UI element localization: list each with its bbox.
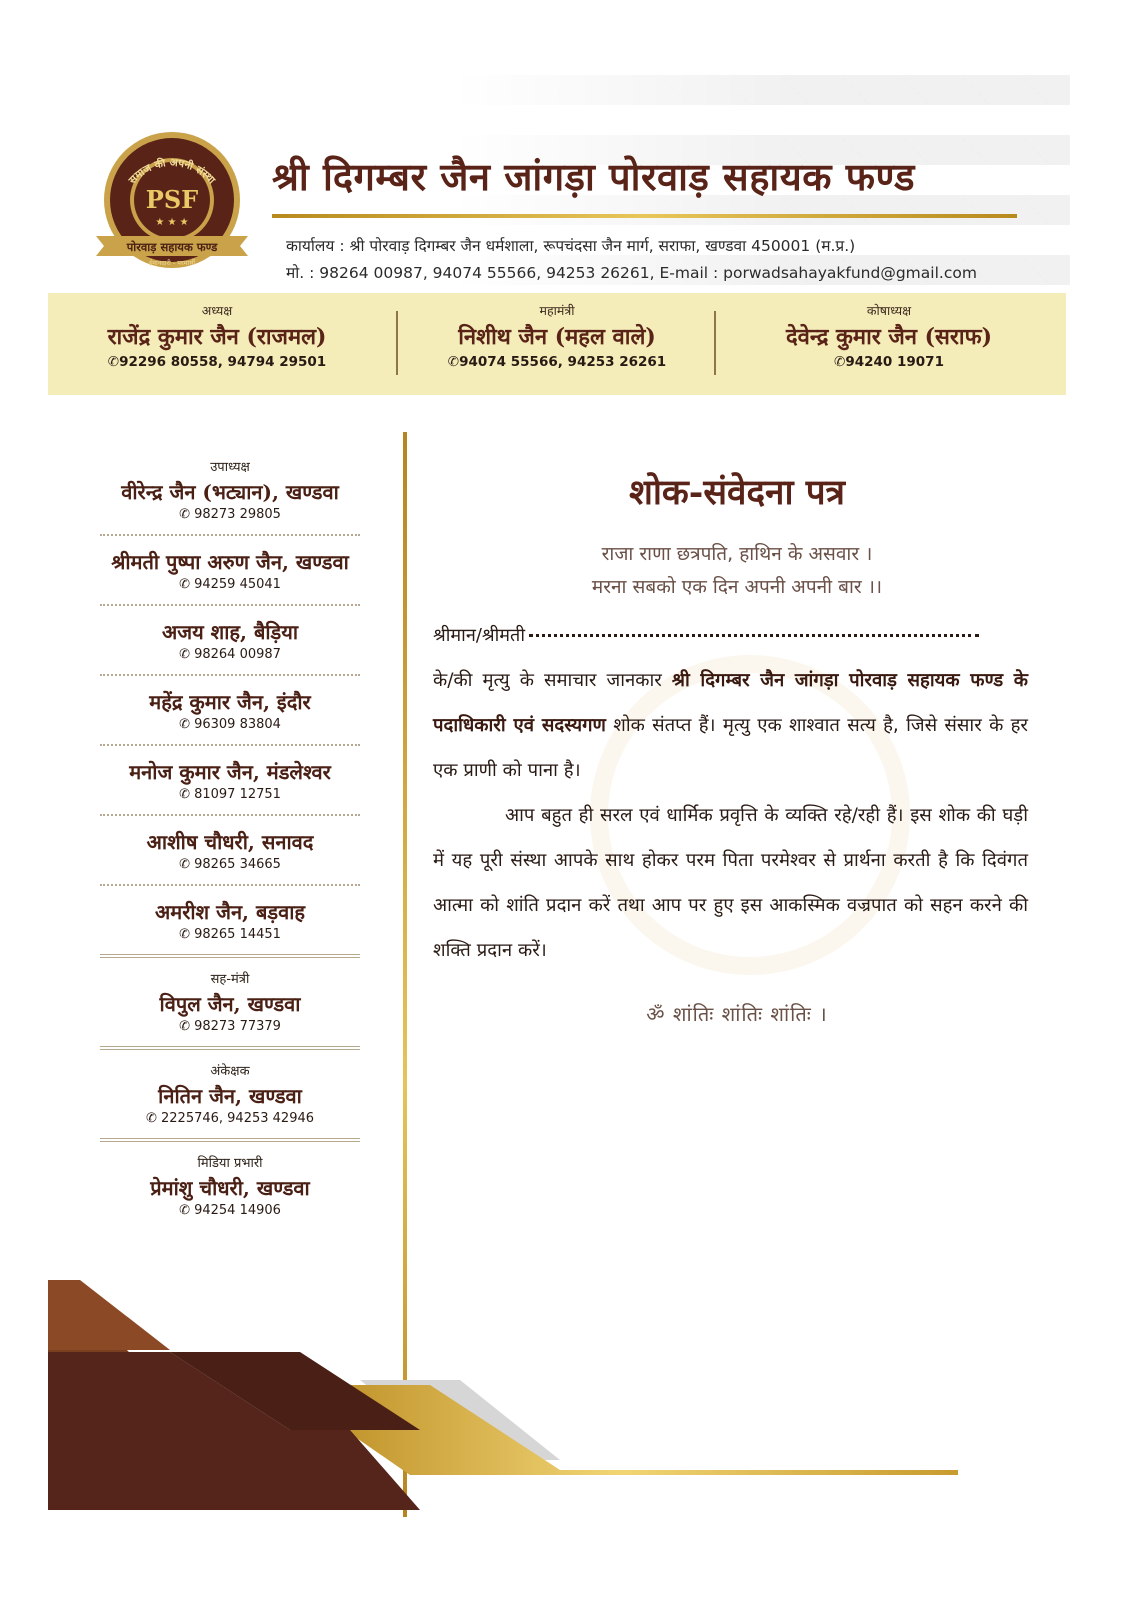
body-paragraph-1 [433,658,1028,793]
member-name: प्रेमांशु चौधरी, खण्डवा [150,1176,310,1200]
phone-icon: ✆ [179,507,195,522]
member-name: मनोज कुमार जैन, मंडलेश्वर [129,760,331,784]
couplet-line-2: मरना सबको एक दिन अपनी अपनी बार ।। [591,576,883,598]
member-role: मिडिया प्रभारी [197,1156,263,1171]
member-name: वीरेन्द्र जैन (भट्यान), खण्डवा [121,480,339,504]
phone-icon: ✆ [834,354,846,370]
letter-title: शोक-संवेदना पत्र [629,472,845,513]
phone-icon: ✆ [179,787,195,802]
body-paragraph-2: आप बहुत ही सरल एवं धार्मिक प्रवृत्ति के व्यक्ति रहे/रही हैं। इस शोक की घड़ी में यह पूरी संस्था आपके साथ होकर परम पिता परमेश्वर से प्रार्थना करती है कि दिवंगत आत्मा को शांति प्रदान करें तथा आप पर हुए इस आकस्मिक वज्रपात को सहन करने की शक्ति प्रदान करें। [433,805,1028,961]
member-phone: 94259 45041 [194,577,281,592]
letter-body [433,658,1028,973]
logo-monogram: PSF [145,185,199,214]
member-phone: 98265 34665 [194,857,281,872]
p1-org-bold: श्री दिगम्बर जैन जांगड़ा पोरवाड़ सहायक फण्ड के पदाधिकारी एवं सदस्यगण [433,670,1028,736]
section-separator [100,954,360,958]
bearer-phone: 94074 55566, 94253 26261 [459,354,667,370]
phone-icon: ✆ [145,1111,161,1126]
couplet [437,538,1037,604]
bearer-general-secretary [388,293,726,395]
member-phone: 98264 00987 [194,647,281,662]
member-role: सह-मंत्री [210,972,250,987]
dotted-separator [100,604,360,606]
member-role: उपाध्यक्ष [210,460,250,475]
sidebar-member [100,618,360,664]
bearer-name: देवेन्द्र कुमार जैन (सराफ) [785,324,992,350]
member-name: विपुल जैन, खण्डवा [159,992,301,1016]
phone-icon: ✆ [107,354,120,370]
phone-icon: ✆ [179,1203,195,1218]
footer-graphic [0,1280,1121,1540]
member-phone: 98273 77379 [194,1019,281,1034]
p1-text-start: के/की मृत्यु के समाचार जानकार [433,670,662,691]
dotted-separator [100,674,360,676]
member-name: महेंद्र कुमार जैन, इंदौर [149,690,311,714]
sidebar-member [100,758,360,804]
phone-icon: ✆ [179,857,195,872]
closing-shanti: ॐ शांतिः शांतिः शांतिः । [646,1002,828,1026]
members-sidebar [100,458,360,1220]
title-underline [272,214,1017,218]
member-phone: 96309 83804 [194,717,281,732]
logo-top-text: समाज की अपनी संस्था [126,156,218,187]
sidebar-member [100,1062,360,1128]
phone-icon: ✆ [179,1019,195,1034]
dotted-separator [100,534,360,536]
p1-text-end: शोक संतप्त हैं। मृत्यु एक शाश्वात सत्य है, जिसे संसार के हर एक प्राणी को पाना है। [433,715,1028,781]
sidebar-member [100,828,360,874]
bearer-role: अध्यक्ष [201,303,233,318]
bearer-phone: 94240 19071 [845,354,944,370]
contact-line: मो. : 98264 00987, 94074 55566, 94253 26261, E-mail : porwadsahayakfund@gmail.com [286,264,977,282]
phone-icon: ✆ [179,927,195,942]
phone-icon: ✆ [447,354,460,370]
couplet-line-1: राजा राणा छत्रपति, हाथिन के असवार । [601,543,873,565]
phone-icon: ✆ [179,717,195,732]
member-phone: 98273 29805 [194,507,281,522]
member-phone: 98265 14451 [194,927,281,942]
sidebar-member [100,548,360,594]
organization-name: श्री दिगम्बर जैन जांगड़ा पोरवाड़ सहायक फण्ड [272,154,915,199]
logo-bottom-text: ईमानदारी - परमार्थी [148,259,196,267]
member-name: आशीष चौधरी, सनावद [146,830,314,854]
band-divider [714,311,716,375]
salutation-label: श्रीमान/श्रीमती [433,625,525,646]
psf-logo [92,128,252,268]
member-phone: 81097 12751 [194,787,281,802]
phone-icon: ✆ [179,577,195,592]
bearer-name: निशीथ जैन (महल वाले) [458,324,656,350]
bearer-treasurer [720,293,1058,395]
member-phone: 2225746, 94253 42946 [161,1111,315,1126]
bearer-role: कोषाध्यक्ष [866,303,912,318]
dotted-separator [100,884,360,886]
bearer-name: राजेंद्र कुमार जैन (राजमल) [107,324,327,350]
svg-text:★ ★ ★: ★ ★ ★ [155,217,189,228]
dotted-separator [100,814,360,816]
member-name: नितिन जैन, खण्डवा [158,1084,302,1108]
bearer-president [48,293,386,395]
name-blank-line [529,634,979,637]
sidebar-member [100,970,360,1036]
dotted-separator [100,744,360,746]
member-role: अंकेक्षक [210,1064,250,1079]
member-name: अजय शाह, बैड़िया [161,620,299,644]
sidebar-member [100,898,360,944]
sidebar-member [100,1154,360,1220]
member-phone: 94254 14906 [194,1203,281,1218]
bearer-phone: 92296 80558, 94794 29501 [119,354,327,370]
office-address: कार्यालय : श्री पोरवाड़ दिगम्बर जैन धर्मशाला, रूपचंदसा जैन मार्ग, सराफा, खण्डवा 450001 (म.प्र.) [286,237,856,255]
member-name: अमरीश जैन, बड़वाह [154,900,306,924]
bearer-role: महामंत्री [539,303,575,318]
section-separator [100,1138,360,1142]
sidebar-member [100,458,360,524]
section-separator [100,1046,360,1050]
office-bearers-band [48,293,1066,395]
logo-ribbon-text: पोरवाड़ सहायक फण्ड [126,240,218,254]
member-name: श्रीमती पुष्पा अरुण जैन, खण्डवा [111,550,349,574]
phone-icon: ✆ [179,647,195,662]
sidebar-member [100,688,360,734]
salutation-line [433,623,1033,647]
